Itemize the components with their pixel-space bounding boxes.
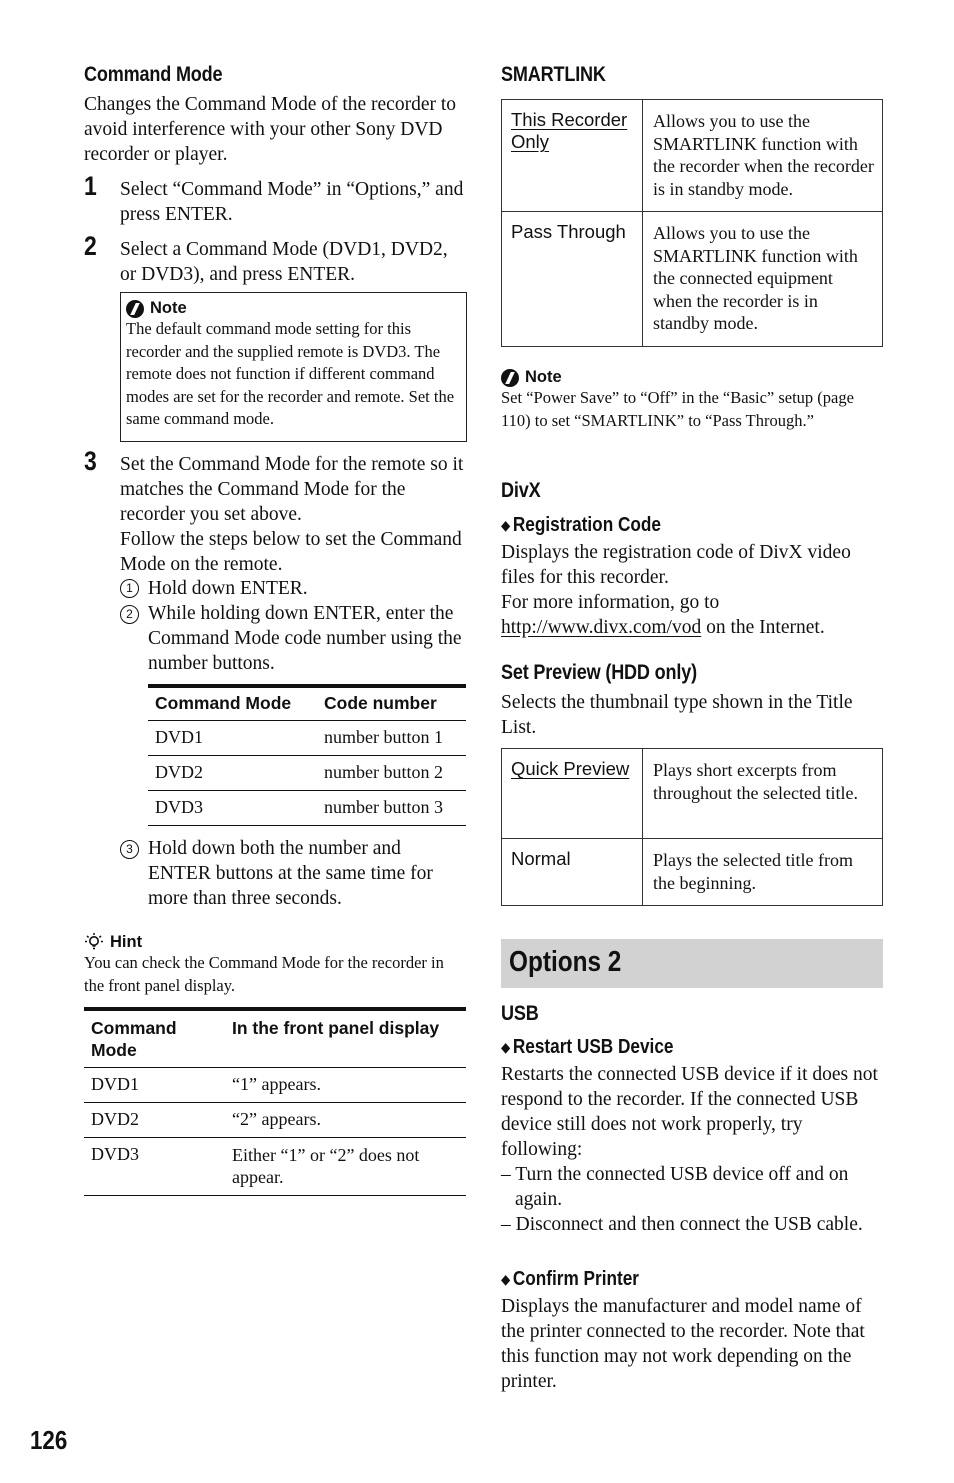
set-preview-heading: Set Preview (HDD only)	[501, 661, 697, 684]
confirm-printer-heading	[501, 1268, 639, 1291]
substep-text: While holding down ENTER, enter the Command Mode code number using the number buttons.	[148, 603, 462, 674]
note-header	[501, 368, 883, 387]
confirm-printer-description: Displays the manufacturer and model name of the printer connected to the recorder. Note that this function may not work depending on the printer.	[501, 1296, 865, 1392]
table-cell: DVD3	[91, 1143, 139, 1164]
smartlink-heading: SMARTLINK	[501, 63, 606, 86]
table-row	[502, 100, 883, 212]
hint-box	[84, 932, 466, 997]
table-header: Command Mode	[155, 693, 292, 713]
table-cell: DVD1	[91, 1073, 139, 1094]
note-label: Note	[525, 368, 562, 386]
table-row	[502, 839, 883, 906]
table-cell: Allows you to use the SMARTLINK function with the recorder when the recorder is in standby mode.	[643, 100, 883, 212]
substep	[120, 836, 466, 911]
note-text: Set “Power Save” to “Off” in the “Basic” setup (page 110) to set “SMARTLINK” to “Pass Through.”	[501, 388, 854, 430]
table-cell: number button 1	[324, 726, 443, 747]
restart-usb-heading	[501, 1036, 673, 1059]
substep-number: 1	[120, 579, 139, 598]
hint-header	[84, 932, 466, 952]
code-number-table	[148, 684, 466, 826]
note-label: Note	[150, 299, 187, 317]
step-number: 1	[84, 171, 97, 201]
divx-heading: DivX	[501, 479, 541, 502]
table-cell: number button 2	[324, 761, 443, 782]
substep	[120, 576, 466, 601]
command-mode-heading: Command Mode	[84, 63, 223, 86]
registration-code-heading	[501, 514, 661, 537]
table-cell: “1” appears.	[232, 1073, 321, 1094]
restart-usb-text: Restarts the connected USB device if it does not respond to the recorder. If the connected USB device still does not work properly, try following:	[501, 1064, 878, 1160]
note-icon	[501, 369, 519, 387]
diamond-icon: ◆	[501, 1271, 511, 1287]
page-number: 126	[30, 1425, 68, 1455]
table-row	[502, 749, 883, 839]
diamond-icon: ◆	[501, 1039, 511, 1055]
table-cell: Plays short excerpts from throughout the selected title.	[643, 749, 883, 839]
divx-link[interactable]: http://www.divx.com/vod	[501, 617, 702, 638]
list-item: – Disconnect and then connect the USB cable.	[501, 1214, 863, 1235]
table-cell: Allows you to use the SMARTLINK function with the connected equipment when the recorder is in standby mode.	[643, 212, 883, 347]
substep	[120, 601, 466, 676]
table-cell: number button 3	[324, 796, 443, 817]
divx-more-info-prefix: For more information, go to	[501, 592, 720, 613]
note-box	[120, 292, 467, 442]
table-header-row	[148, 686, 466, 720]
restart-usb-label: Restart USB Device	[512, 1036, 674, 1058]
divx-more-info-suffix: on the Internet.	[706, 617, 825, 638]
table-cell: Either “1” or “2” does not appear.	[232, 1144, 420, 1187]
table-row	[84, 1067, 466, 1102]
table-row	[84, 1102, 466, 1137]
set-preview-table	[501, 748, 883, 906]
divx-text: Displays the registration code of DivX video files for this recorder.	[501, 542, 851, 588]
table-row	[148, 790, 466, 825]
option-quick-preview: Quick Preview	[511, 758, 630, 779]
divx-more-info	[501, 590, 883, 640]
step-text	[120, 452, 466, 577]
step-text: Select a Command Mode (DVD1, DVD2, or DVD3), and press ENTER.	[120, 239, 448, 285]
option-this-recorder-only: This Recorder Only	[511, 109, 628, 152]
command-mode-intro: Changes the Command Mode of the recorder to avoid interference with your other Sony DVD recorder or player.	[84, 94, 457, 165]
registration-code-label: Registration Code	[512, 514, 661, 536]
smartlink-note	[501, 368, 883, 432]
table-row	[84, 1137, 466, 1195]
table-header: Code number	[324, 693, 437, 713]
confirm-printer-label: Confirm Printer	[512, 1268, 640, 1290]
table-cell: Pass Through	[502, 212, 643, 347]
lightbulb-icon	[84, 932, 104, 952]
note-header	[126, 299, 462, 318]
table-header: In the front panel display	[232, 1018, 440, 1038]
table-cell: Normal	[502, 839, 643, 906]
usb-heading: USB	[501, 1002, 539, 1025]
table-header-row	[84, 1009, 466, 1067]
table-row	[148, 755, 466, 790]
table-row	[502, 212, 883, 347]
substep-number: 3	[120, 840, 139, 859]
options-2-banner	[501, 939, 883, 988]
table-cell: “2” appears.	[232, 1108, 321, 1129]
table-row	[148, 720, 466, 755]
table-cell: Plays the selected title from the beginning.	[643, 839, 883, 906]
note-icon	[126, 300, 144, 318]
table-cell: DVD2	[91, 1108, 139, 1129]
table-cell: DVD2	[155, 761, 203, 782]
step-text: Select “Command Mode” in “Options,” and press ENTER.	[120, 179, 464, 225]
table-cell	[502, 100, 643, 212]
note-text: The default command mode setting for this recorder and the supplied remote is DVD3. The remote does not function if different command modes are set for the recorder and remote. Set the same command mode.	[126, 319, 455, 428]
substep-text: Hold down ENTER.	[147, 578, 308, 599]
smartlink-table	[501, 99, 883, 347]
divx-description	[501, 540, 883, 640]
step-number: 3	[84, 446, 97, 476]
hint-text: You can check the Command Mode for the recorder in the front panel display.	[84, 953, 444, 995]
set-preview-description: Selects the thumbnail type shown in the Title List.	[501, 692, 853, 738]
table-header: Command Mode	[91, 1018, 177, 1060]
diamond-icon: ◆	[501, 517, 511, 533]
list-item: – Turn the connected USB device off and on again.	[501, 1164, 849, 1210]
table-cell	[502, 749, 643, 839]
front-panel-display-table	[84, 1007, 466, 1196]
substep-text: Hold down both the number and ENTER buttons at the same time for more than three seconds.	[148, 838, 433, 909]
options-2-title: Options 2	[509, 946, 622, 978]
table-cell: DVD1	[155, 726, 203, 747]
restart-usb-description	[501, 1062, 883, 1237]
step-number: 2	[84, 231, 97, 261]
step-3-text: Set the Command Mode for the remote so it matches the Command Mode for the recorder you set above.	[120, 454, 464, 525]
step-3-text-2: Follow the steps below to set the Command Mode on the remote.	[120, 529, 462, 575]
hint-label: Hint	[110, 932, 143, 951]
table-cell: DVD3	[155, 796, 203, 817]
substep-number: 2	[120, 605, 139, 624]
